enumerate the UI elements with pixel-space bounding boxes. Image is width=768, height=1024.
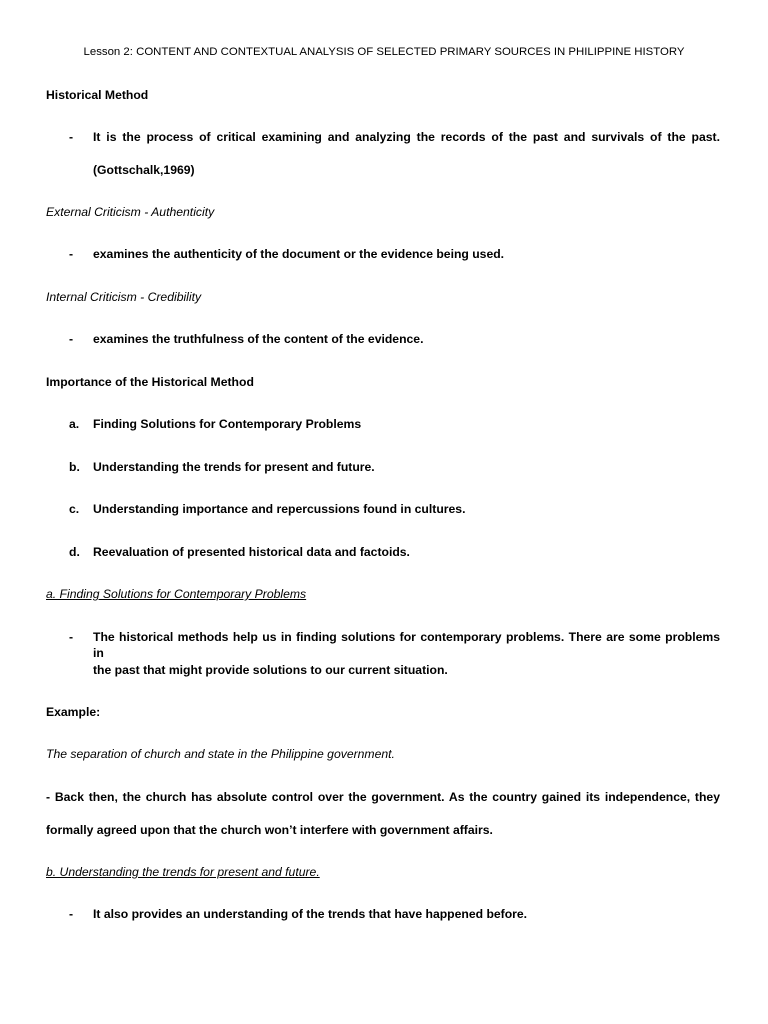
internal-criticism-text: examines the truthfulness of the content of the evidence. <box>93 332 424 346</box>
section-a-text-line2: the past that might provide solutions to our current situation. <box>93 663 448 677</box>
list-item: Understanding the trends for present and future. <box>93 460 375 474</box>
internal-criticism-heading: Internal Criticism - Credibility <box>46 290 202 304</box>
importance-heading: Importance of the Historical Method <box>46 375 254 389</box>
list-marker: d. <box>69 545 80 559</box>
historical-method-citation: (Gottschalk,1969) <box>93 163 195 177</box>
example-text-line2: formally agreed upon that the church won’t interfere with government affairs. <box>46 823 493 837</box>
section-b-text: It also provides an understanding of the trends that have happened before. <box>93 907 528 921</box>
bullet-dash: - <box>69 907 74 921</box>
example-label: Example: <box>46 705 101 719</box>
list-item: Finding Solutions for Contemporary Problems <box>93 417 362 431</box>
external-criticism-heading: External Criticism - Authenticity <box>46 205 215 219</box>
historical-method-definition-line1: It is the process of critical examining and analyzing the records of the past and survivals of the past. <box>93 130 720 144</box>
section-b-heading: b. Understanding the trends for present and future. <box>46 865 320 879</box>
bullet-dash: - <box>69 630 74 644</box>
list-marker: a. <box>69 417 80 431</box>
list-item: Reevaluation of presented historical data and factoids. <box>93 545 410 559</box>
bullet-dash: - <box>69 247 74 261</box>
list-marker: c. <box>69 502 80 516</box>
external-criticism-text: examines the authenticity of the document or the evidence being used. <box>93 247 505 261</box>
example-text-line1: - Back then, the church has absolute control over the government. As the country gained its independence, they <box>46 790 720 804</box>
page-title: Lesson 2: CONTENT AND CONTEXTUAL ANALYSIS OF SELECTED PRIMARY SOURCES IN PHILIPPINE HISTORY <box>83 46 685 58</box>
list-marker: b. <box>69 460 80 474</box>
bullet-dash: - <box>69 130 74 144</box>
example-title: The separation of church and state in the Philippine government. <box>46 747 395 761</box>
section-a-text-line1: The historical methods help us in finding solutions for contemporary problems. There are some problems in <box>93 630 720 660</box>
list-item: Understanding importance and repercussions found in cultures. <box>93 502 466 516</box>
bullet-dash: - <box>69 332 74 346</box>
section-a-heading: a. Finding Solutions for Contemporary Problems <box>46 587 307 601</box>
historical-method-heading: Historical Method <box>46 88 149 102</box>
